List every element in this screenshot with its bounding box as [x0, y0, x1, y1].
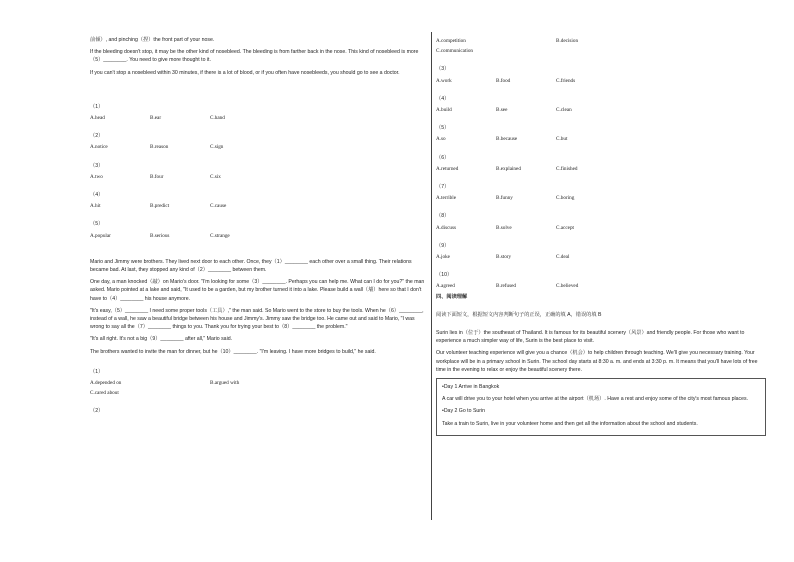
option-c: C.boring: [556, 195, 575, 202]
option-c: C.strange: [210, 232, 230, 239]
option-b: B.explained: [496, 165, 521, 172]
option-b: B.ear: [150, 115, 162, 122]
question-block: [436, 212, 766, 231]
question-number: （3）: [436, 66, 450, 73]
question-number: （10）: [436, 272, 453, 279]
itinerary-box: [436, 378, 766, 436]
day2-title: •Day 2 Go to Surin: [442, 408, 486, 415]
intro-line-2: If the bleeding doesn't stop, it may be the other kind of nosebleed. The bleeding is from farther back in the nose. This kind of nosebleed is more（5）________. You need to give more thought to it.: [90, 49, 419, 64]
passage2-para-2: One day, a man knocked（敲）on Mario's door. "I'm looking for some（3）________. Perhaps you can help me. What can I do for you?" the man asked. Mario pointed at a lake and said, "It used to be a garden, but my brother turned it into a lake. Please build a wall（墙）here so that I don't have to（4）________ his house anymore.: [90, 279, 425, 302]
passage2-para-1: Mario and Jimmy were brothers. They lived next door to each other. Once, they（1）________ each other over a small thing. Their relations became bad. At last, they stopped any kind of（2）________ between them.: [90, 258, 412, 274]
option-c: C.finished: [556, 165, 578, 172]
question-block: [436, 124, 766, 143]
option-a: A.two: [90, 173, 103, 180]
option-a: A.terrible: [436, 195, 457, 202]
day1-text: A car will drive you to your hotel when you arrive at the airport（机场）. Have a rest and enjoy some of the city's most famous places.: [442, 396, 749, 403]
question-number: （5）: [90, 221, 104, 228]
question-number: （1）: [90, 103, 104, 110]
question-number: （7）: [436, 184, 450, 191]
option-c: C.communication: [436, 48, 474, 55]
option-b: B.because: [496, 136, 518, 143]
question-block: [436, 183, 766, 202]
option-b: B.refused: [496, 283, 517, 290]
option-a: A.popular: [90, 232, 111, 239]
option-a: A.agreed: [436, 283, 455, 290]
question-number: （8）: [436, 213, 450, 220]
option-b: B.funny: [496, 195, 513, 202]
question-block: [436, 242, 766, 261]
option-a: A.build: [436, 107, 452, 114]
question-number: （3）: [90, 162, 104, 169]
question-block: [90, 132, 425, 151]
option-b: B.argued with: [210, 380, 240, 387]
question-number: （4）: [436, 95, 450, 102]
option-a: A.returned: [436, 165, 459, 172]
passage2-para-5: The brothers wanted to invite the man for dinner, but he（10）________. "I'm leaving. I have more bridges to build," he said.: [90, 348, 376, 355]
option-c: C.deal: [556, 254, 570, 261]
option-c: C.accept: [556, 224, 575, 231]
question-number: （6）: [436, 154, 450, 161]
option-c: C.hand: [210, 115, 225, 122]
option-b: B.decision: [556, 38, 579, 44]
question-number: （2）: [90, 408, 104, 415]
option-b: B.see: [496, 107, 508, 114]
option-b: B.predict: [150, 203, 170, 210]
option-a: A.depended on: [90, 380, 122, 387]
option-c: C.cause: [210, 203, 227, 210]
question-block: [90, 220, 425, 239]
passage2-para-3: "It's easy,（5）________ I need some proper tools（工具）," the man said. So Mario went to the store to buy the tools. When he（6）________, instead of a wall, he saw a beautiful bridge between his house and Jimmy's. Jimmy saw the bridge too. He came out and said to Mario, "I was wrong to say all the（7）________ things to you. Thank you for trying your best to（8）________ the problem.": [90, 307, 424, 331]
question-block: [90, 103, 425, 122]
option-c: C.believed: [556, 283, 579, 290]
option-a: A.hit: [90, 203, 101, 210]
option-a: A.joke: [436, 254, 450, 261]
question-number: （4）: [90, 192, 104, 199]
option-b: B.serious: [150, 232, 170, 239]
question-number: （5）: [436, 125, 450, 132]
option-a: A.so: [436, 136, 446, 143]
question-number: （9）: [436, 242, 450, 249]
option-a: A.head: [90, 115, 105, 122]
question-block: [436, 65, 766, 84]
option-b: B.reason: [150, 144, 169, 151]
question-number: （2）: [90, 133, 104, 140]
option-b: B.story: [496, 254, 512, 261]
question-number: （1）: [90, 368, 104, 375]
day2-text: Take a train to Surin, live in your volunteer home and then get all the information about the school and students.: [442, 420, 698, 427]
question-block: [90, 191, 425, 210]
option-b: B.food: [496, 77, 511, 84]
option-c: C.clean: [556, 107, 572, 114]
option-a: A.discuss: [436, 224, 457, 231]
option-b: B.four: [150, 173, 164, 180]
column-divider: [431, 32, 432, 520]
question-block: [90, 368, 425, 398]
right-column: [436, 36, 766, 436]
question-block: [436, 154, 766, 173]
intro-line-3: If you can't stop a nosebleed within 30 minutes, if there is a lot of blood, or if you often have nosebleeds, you should go to see a doctor.: [90, 69, 400, 76]
passage2-para-4: "It's all right. It's not a big（9）________ after all," Mario said.: [90, 336, 233, 343]
option-a: A.notice: [90, 144, 108, 151]
section-title: 四、阅读理解: [436, 293, 468, 300]
option-c: C.friends: [556, 77, 576, 84]
reading-para-2: Our volunteer teaching experience will give you a chance（机会）to help children through teaching. We'll give you necessary training. Your workplace will be in a primary school in Surin. The school day starts at 8:30 a. m. and ends at 3:30 p. m. It means that you'll have lots of free time in the evening to relax or enjoy the beautiful scenery there.: [436, 350, 758, 373]
option-c: C.sign: [210, 144, 224, 151]
option-c: C.cared about: [90, 390, 119, 397]
reading-para-1: Surin lies in（位于）the southeast of Thailand. It is famous for its beautiful scenery（风景）and friendly people. For those who want to experience a much simpler way of life, Surin is the best place to visit.: [436, 330, 745, 345]
day1-title: •Day 1 Arrive in Bangkok: [442, 384, 500, 391]
question-block: [90, 407, 425, 415]
option-a: A.competition: [436, 38, 466, 44]
intro-line-1: 前倾）, and pinching（捏）the front part of your nose.: [90, 37, 215, 43]
question-block: [90, 162, 425, 181]
reading-instruction: 阅读下面短文，根据短文内容判断句子的正误，正确的填 A，错误的填 B: [436, 311, 602, 318]
option-c: C.but: [556, 136, 568, 143]
left-column: [90, 36, 425, 419]
question-block: [436, 95, 766, 114]
option-a: A.work: [436, 77, 452, 84]
option-b: B.solve: [496, 224, 512, 231]
option-c: C.six: [210, 173, 221, 180]
question-block: [436, 271, 766, 290]
